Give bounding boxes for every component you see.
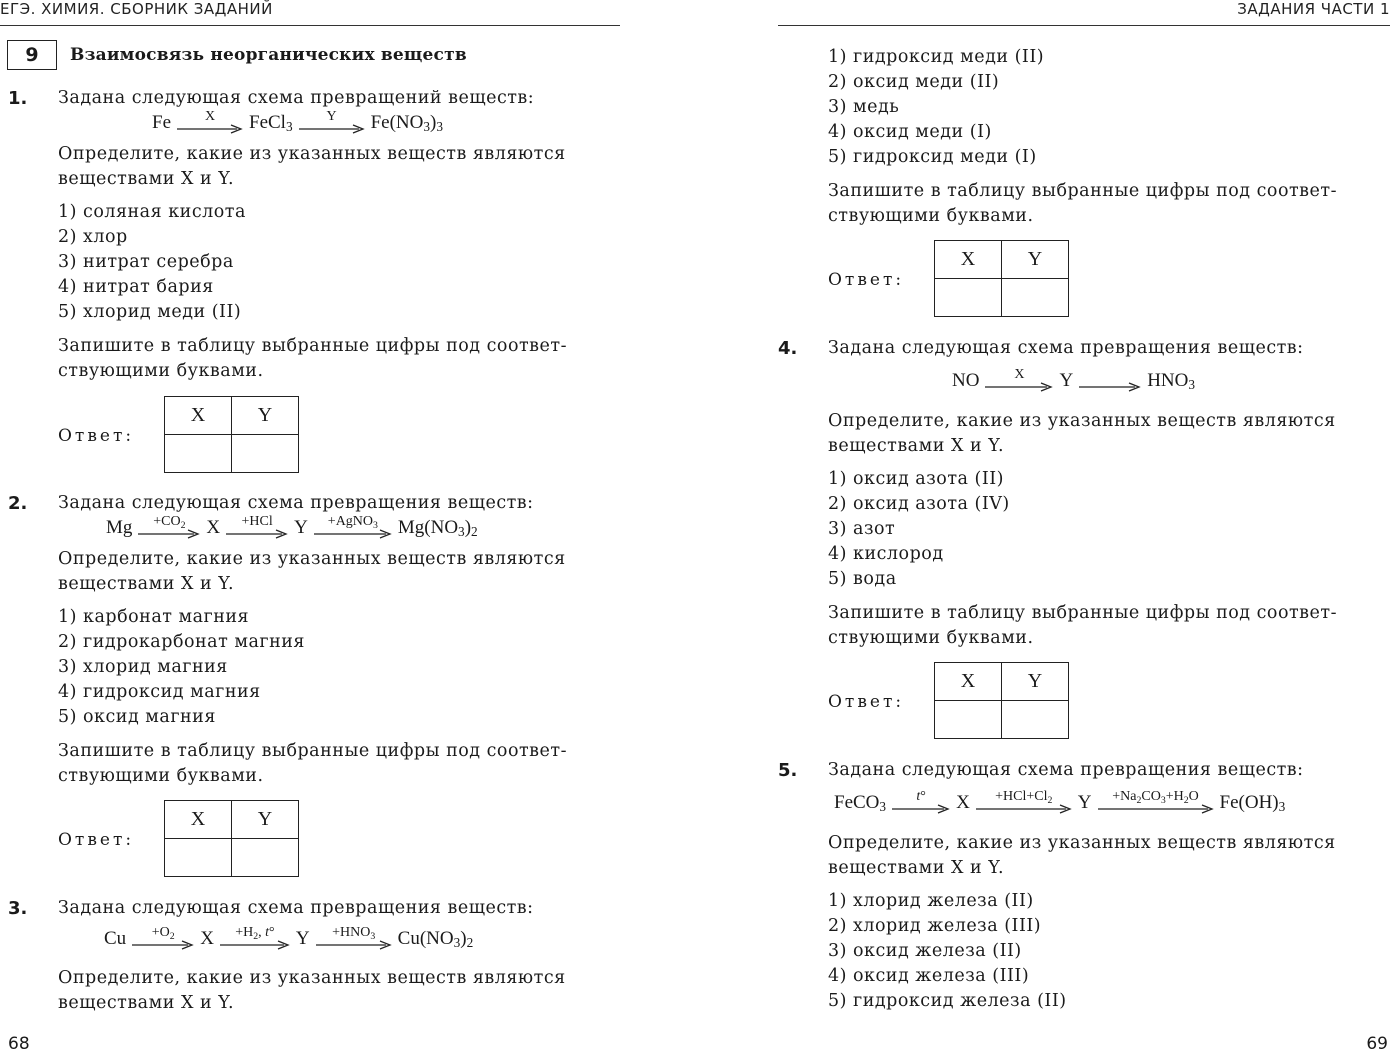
arrow-icon	[314, 529, 392, 539]
option: 1) хлорид железа (II)	[828, 891, 1034, 911]
option: 5) хлорид меди (II)	[58, 302, 242, 322]
answer-label: Ответ:	[828, 692, 905, 712]
header-rule-right	[778, 25, 1390, 26]
arrow-icon	[226, 529, 288, 539]
scheme-substance: Y	[1077, 792, 1092, 813]
answer-cell-x[interactable]	[165, 435, 232, 473]
option: 1) гидроксид меди (II)	[828, 47, 1045, 67]
option: 2) хлорид железа (III)	[828, 916, 1042, 936]
task-4-instruction-1: Запишите в таблицу выбранные цифры под соответ-	[828, 603, 1337, 623]
col-x-header: X	[935, 241, 1002, 279]
arrow-icon	[316, 940, 392, 950]
arrow-label: $+CO_2$	[153, 514, 186, 531]
answer-cell-x[interactable]	[165, 839, 232, 877]
task-4-number: 4.	[778, 338, 798, 359]
arrow-icon	[985, 382, 1053, 392]
answer-cell-x[interactable]	[935, 279, 1002, 317]
scheme-substance: Y	[1059, 370, 1074, 391]
option: 2) оксид азота (IV)	[828, 494, 1010, 514]
task-3-question-2: веществами X и Y.	[58, 993, 235, 1013]
answer-cell-y[interactable]	[1002, 701, 1069, 739]
task-4-intro: Задана следующая схема превращения веществ:	[828, 338, 1304, 358]
task-1-question-1: Определите, какие из указанных веществ являются	[58, 144, 566, 164]
option: 3) оксид железа (II)	[828, 941, 1022, 961]
answer-cell-y[interactable]	[232, 435, 299, 473]
answer-table	[164, 396, 299, 473]
scheme-substance: $Cu(NO_3)_2$	[397, 928, 474, 950]
task-4-question-2: веществами X и Y.	[828, 436, 1005, 456]
reaction-arrow	[132, 926, 194, 950]
arrow-icon	[1098, 804, 1214, 814]
task-2-intro: Задана следующая схема превращения веществ:	[58, 493, 534, 513]
scheme-substance: X	[200, 928, 214, 949]
option: 4) нитрат бария	[58, 277, 214, 297]
scheme-substance: X	[956, 792, 970, 813]
task-5-question-1: Определите, какие из указанных веществ являются	[828, 833, 1336, 853]
running-header-right: ЗАДАНИЯ ЧАСТИ 1	[1237, 0, 1390, 18]
arrow-icon	[138, 529, 200, 539]
task-4-answer	[828, 662, 1088, 742]
scheme-substance: NO	[952, 370, 980, 391]
task-3-instruction-2: ствующими буквами.	[828, 206, 1034, 226]
arrow-label: $+Na_2CO_3+H_2O$	[1112, 789, 1199, 806]
col-x-header: X	[165, 397, 232, 435]
task-3-question-1: Определите, какие из указанных веществ являются	[58, 968, 566, 988]
arrow-icon	[132, 940, 194, 950]
option: 2) оксид меди (II)	[828, 72, 1000, 92]
reaction-arrow	[976, 790, 1072, 814]
answer-table	[934, 662, 1069, 739]
option: 5) оксид магния	[58, 707, 216, 727]
scheme-substance: FeCl$_3$	[249, 112, 293, 134]
page-number-right: 69	[1366, 1034, 1388, 1054]
answer-cell-y[interactable]	[1002, 279, 1069, 317]
arrow-label: $+H_2$, t°	[235, 925, 275, 942]
option: 3) азот	[828, 519, 896, 539]
reaction-arrow	[226, 515, 288, 539]
reaction-arrow	[138, 515, 200, 539]
task-5-scheme	[834, 790, 1285, 814]
arrow-label: $+HCl+Cl_2$	[995, 789, 1053, 806]
task-3-options	[828, 45, 1044, 170]
option: 5) гидроксид железа (II)	[828, 991, 1067, 1011]
scheme-substance: $Fe(OH)_3$	[1219, 792, 1286, 814]
reaction-arrow	[985, 368, 1053, 392]
task-2-instruction-1: Запишите в таблицу выбранные цифры под соответ-	[58, 741, 567, 761]
option: 3) медь	[828, 97, 900, 117]
reaction-arrow	[177, 110, 243, 134]
task-5-number: 5.	[778, 760, 798, 781]
option: 4) оксид железа (III)	[828, 966, 1030, 986]
option: 4) кислород	[828, 544, 944, 564]
task-2-question-2: веществами X и Y.	[58, 574, 235, 594]
task-1-options	[58, 200, 246, 325]
answer-table	[164, 800, 299, 877]
scheme-substance: $HNO_3$	[1147, 370, 1196, 392]
option: 4) оксид меди (I)	[828, 122, 992, 142]
task-4-scheme	[952, 368, 1195, 392]
task-5-intro: Задана следующая схема превращения веществ:	[828, 760, 1304, 780]
task-2-answer	[58, 800, 318, 880]
reaction-arrow	[220, 926, 290, 950]
arrow-icon	[299, 124, 365, 134]
task-3-intro: Задана следующая схема превращения веществ:	[58, 898, 534, 918]
arrow-icon	[892, 804, 950, 814]
option: 1) карбонат магния	[58, 607, 250, 627]
reaction-arrow	[1098, 790, 1214, 814]
section-title: Взаимосвязь неорганических веществ	[70, 45, 467, 65]
task-2-question-1: Определите, какие из указанных веществ являются	[58, 549, 566, 569]
option: 5) гидроксид меди (I)	[828, 147, 1037, 167]
option: 1) соляная кислота	[58, 202, 246, 222]
arrow-label: +HCl	[241, 514, 273, 529]
option: 1) оксид азота (II)	[828, 469, 1004, 489]
task-3-scheme	[104, 926, 473, 950]
page-number-left: 68	[8, 1034, 30, 1054]
reaction-arrow	[892, 790, 950, 814]
task-4-instruction-2: ствующими буквами.	[828, 628, 1034, 648]
task-4-options	[828, 467, 1010, 592]
col-x-header: X	[935, 663, 1002, 701]
col-y-header: Y	[1002, 241, 1069, 279]
right-page	[770, 0, 1392, 1056]
scheme-substance: $Mg(NO_3)_2$	[397, 517, 478, 539]
arrow-icon	[976, 804, 1072, 814]
scheme-substance: Y	[294, 517, 308, 538]
task-1-number: 1.	[8, 88, 28, 109]
col-y-header: Y	[1002, 663, 1069, 701]
task-3-instruction-1: Запишите в таблицу выбранные цифры под соответ-	[828, 181, 1337, 201]
arrow-label: t°	[916, 789, 926, 804]
left-page	[0, 0, 640, 1056]
task-3-answer	[828, 240, 1088, 320]
reaction-arrow	[299, 110, 365, 134]
answer-cell-x[interactable]	[935, 701, 1002, 739]
reaction-arrow	[316, 926, 392, 950]
scheme-substance: Fe	[152, 112, 171, 133]
col-y-header: Y	[232, 801, 299, 839]
header-rule-left	[0, 25, 620, 26]
task-5-question-2: веществами X и Y.	[828, 858, 1005, 878]
reaction-arrow	[314, 515, 392, 539]
task-1-question-2: веществами X и Y.	[58, 169, 235, 189]
task-3-number: 3.	[8, 898, 28, 919]
scheme-substance: Cu	[104, 928, 127, 949]
section-number-box: 9	[7, 40, 57, 70]
scheme-substance: FeCO$_3$	[834, 792, 887, 814]
task-1-scheme	[152, 110, 443, 134]
arrow-label: +AgNO$_3$	[327, 514, 378, 531]
arrow-icon	[177, 124, 243, 134]
answer-label: Ответ:	[828, 270, 905, 290]
task-1-answer	[58, 396, 318, 476]
arrow-label: X	[204, 109, 216, 124]
col-x-header: X	[165, 801, 232, 839]
answer-label: Ответ:	[58, 426, 135, 446]
option: 5) вода	[828, 569, 897, 589]
scheme-substance: $Fe(NO_3)_3$	[370, 112, 444, 134]
option: 2) хлор	[58, 227, 128, 247]
task-2-number: 2.	[8, 493, 28, 514]
task-4-question-1: Определите, какие из указанных веществ являются	[828, 411, 1336, 431]
arrow-label: $+HNO_3$	[332, 925, 376, 942]
answer-cell-y[interactable]	[232, 839, 299, 877]
option: 4) гидроксид магния	[58, 682, 261, 702]
option: 3) хлорид магния	[58, 657, 228, 677]
task-1-intro: Задана следующая схема превращений веществ:	[58, 88, 535, 108]
option: 3) нитрат серебра	[58, 252, 234, 272]
reaction-arrow	[1079, 368, 1141, 392]
arrow-label: $+O_2$	[151, 925, 175, 942]
task-1-instruction-1: Запишите в таблицу выбранные цифры под соответ-	[58, 336, 567, 356]
option: 2) гидрокарбонат магния	[58, 632, 305, 652]
task-1-instruction-2: ствующими буквами.	[58, 361, 264, 381]
arrow-label: Y	[326, 109, 337, 124]
task-2-options	[58, 605, 305, 730]
scheme-substance: X	[206, 517, 221, 538]
task-2-scheme	[106, 515, 478, 539]
arrow-label: X	[1014, 367, 1025, 382]
col-y-header: Y	[232, 397, 299, 435]
task-2-instruction-2: ствующими буквами.	[58, 766, 264, 786]
scheme-substance: Y	[295, 928, 310, 949]
task-5-options	[828, 889, 1067, 1014]
answer-label: Ответ:	[58, 830, 135, 850]
arrow-icon	[220, 940, 290, 950]
arrow-icon	[1079, 382, 1141, 392]
answer-table	[934, 240, 1069, 317]
scheme-substance: Mg	[106, 517, 133, 538]
running-header-left: ЕГЭ. ХИМИЯ. СБОРНИК ЗАДАНИЙ	[0, 0, 273, 18]
